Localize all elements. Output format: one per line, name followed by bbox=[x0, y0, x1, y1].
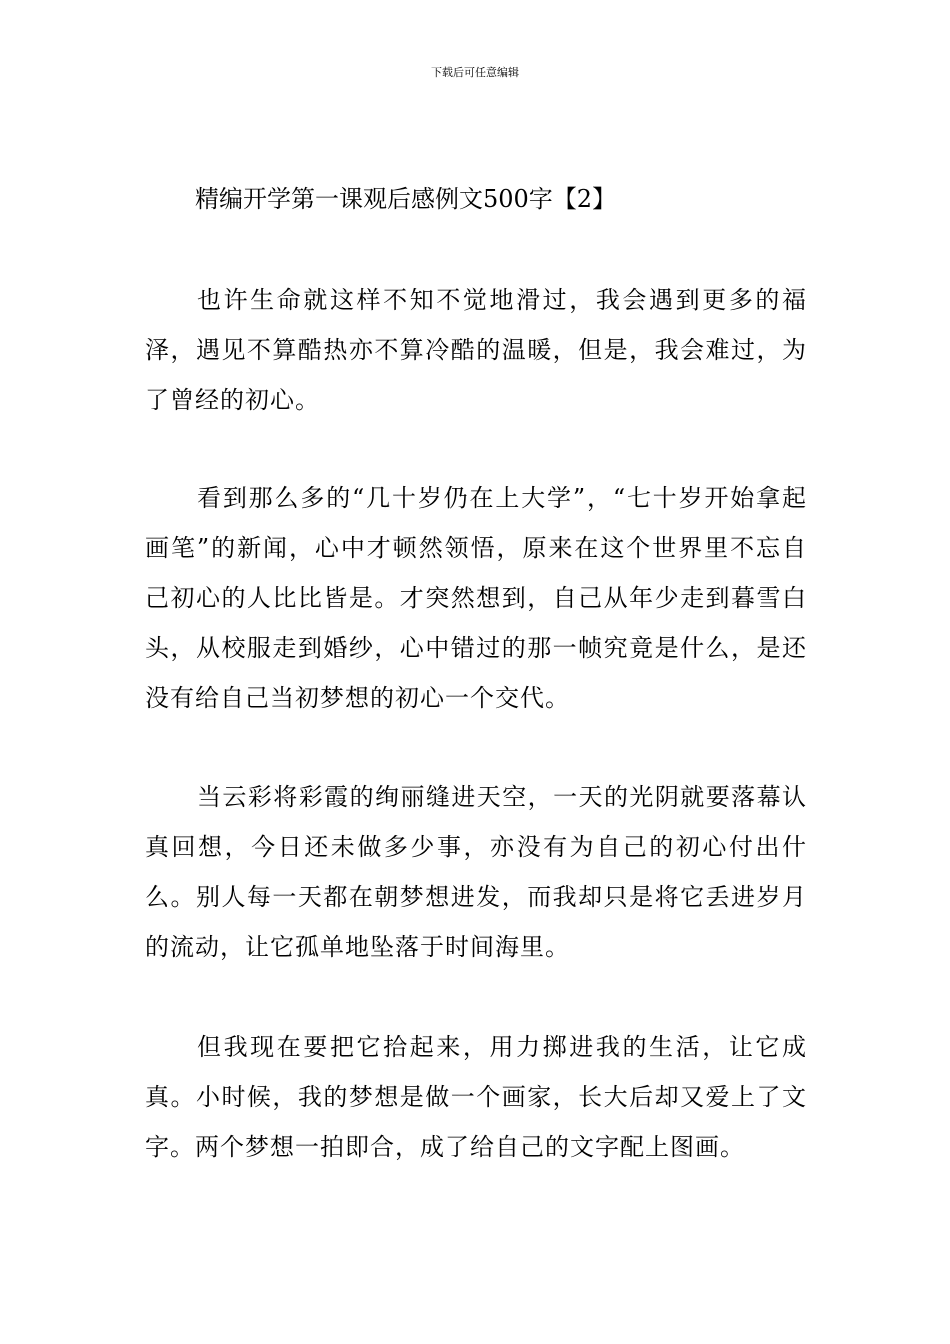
paragraph-3: 当云彩将彩霞的绚丽缝进天空，一天的光阴就要落幕认真回想，今日还未做多少事，亦没有为自己的初心付出什么。别人每一天都在朝梦想进发，而我却只是将它丢进岁月的流动，让它孤单地坠落于时间海里。 bbox=[145, 783, 807, 961]
paragraph-1: 也许生命就这样不知不觉地滑过，我会遇到更多的福泽，遇见不算酷热亦不算冷酷的温暖，但是，我会难过，为了曾经的初心。 bbox=[145, 286, 807, 414]
paragraph-2: 看到那么多的“几十岁仍在上大学”，“七十岁开始拿起画笔”的新闻，心中才顿然领悟，原来在这个世界里不忘自己初心的人比比皆是。才突然想到，自己从年少走到暮雪白头，从校服走到婚纱，心中错过的那一帧究竟是什么，是还没有给自己当初梦想的初心一个交代。 bbox=[145, 484, 807, 712]
paragraph-4: 但我现在要把它拾起来，用力掷进我的生活，让它成真。小时候，我的梦想是做一个画家，长大后却又爱上了文字。两个梦想一拍即合，成了给自己的文字配上图画。 bbox=[145, 1033, 807, 1161]
document-title: 精编开学第一课观后感例文500字【2】 bbox=[195, 185, 617, 213]
header-note: 下载后可任意编辑 bbox=[431, 66, 519, 79]
